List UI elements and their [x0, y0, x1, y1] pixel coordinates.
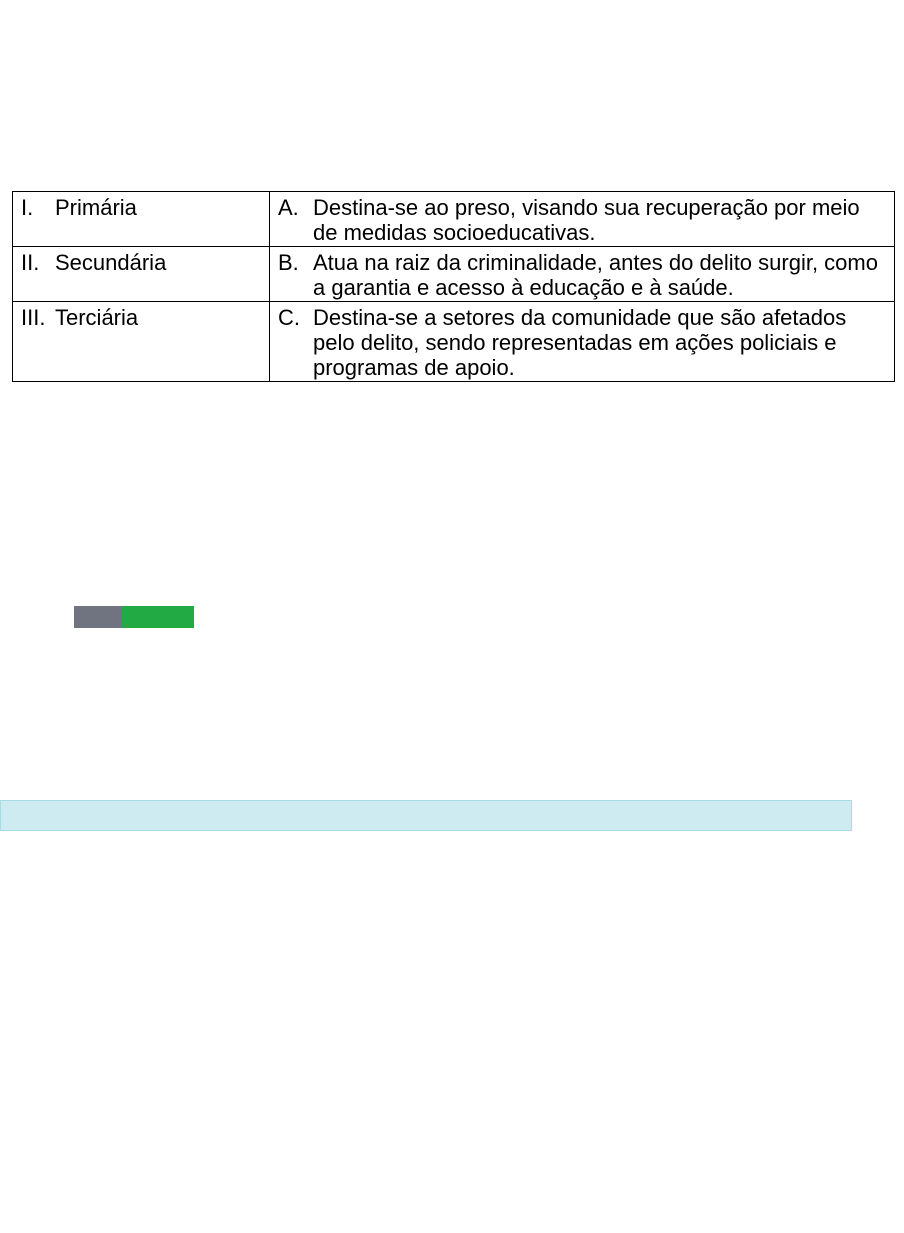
term-label: Secundária [55, 250, 167, 275]
term-cell [13, 247, 270, 302]
roman-numeral: I. [21, 195, 34, 220]
term-label: Primária [55, 195, 137, 220]
table-row [13, 302, 895, 382]
term-cell [13, 302, 270, 382]
description-cell [270, 247, 895, 302]
roman-numeral: II. [21, 250, 40, 275]
description-cell [270, 302, 895, 382]
term-cell [13, 192, 270, 247]
option-description: Destina-se ao preso, visando sua recuperação por meio de medidas socioeducativas. [313, 195, 860, 245]
description-cell [270, 192, 895, 247]
option-letter: B. [278, 250, 299, 275]
term-label: Terciária [55, 305, 139, 330]
option-description: Destina-se a setores da comunidade que são afetados pelo delito, sendo representadas em ações policiais e programas de apoio. [313, 305, 847, 380]
toggle-segment-gray[interactable] [74, 606, 122, 628]
toggle-segment-green[interactable] [122, 606, 194, 628]
roman-numeral: III. [21, 305, 46, 330]
table-row [13, 247, 895, 302]
option-letter: A. [278, 195, 299, 220]
answer-toggle[interactable] [74, 606, 194, 628]
option-description: Atua na raiz da criminalidade, antes do delito surgir, como a garantia e acesso à educação e à saúde. [313, 250, 878, 300]
option-letter: C. [278, 305, 300, 330]
info-banner [0, 800, 852, 831]
matching-table [12, 191, 895, 382]
table-row [13, 192, 895, 247]
